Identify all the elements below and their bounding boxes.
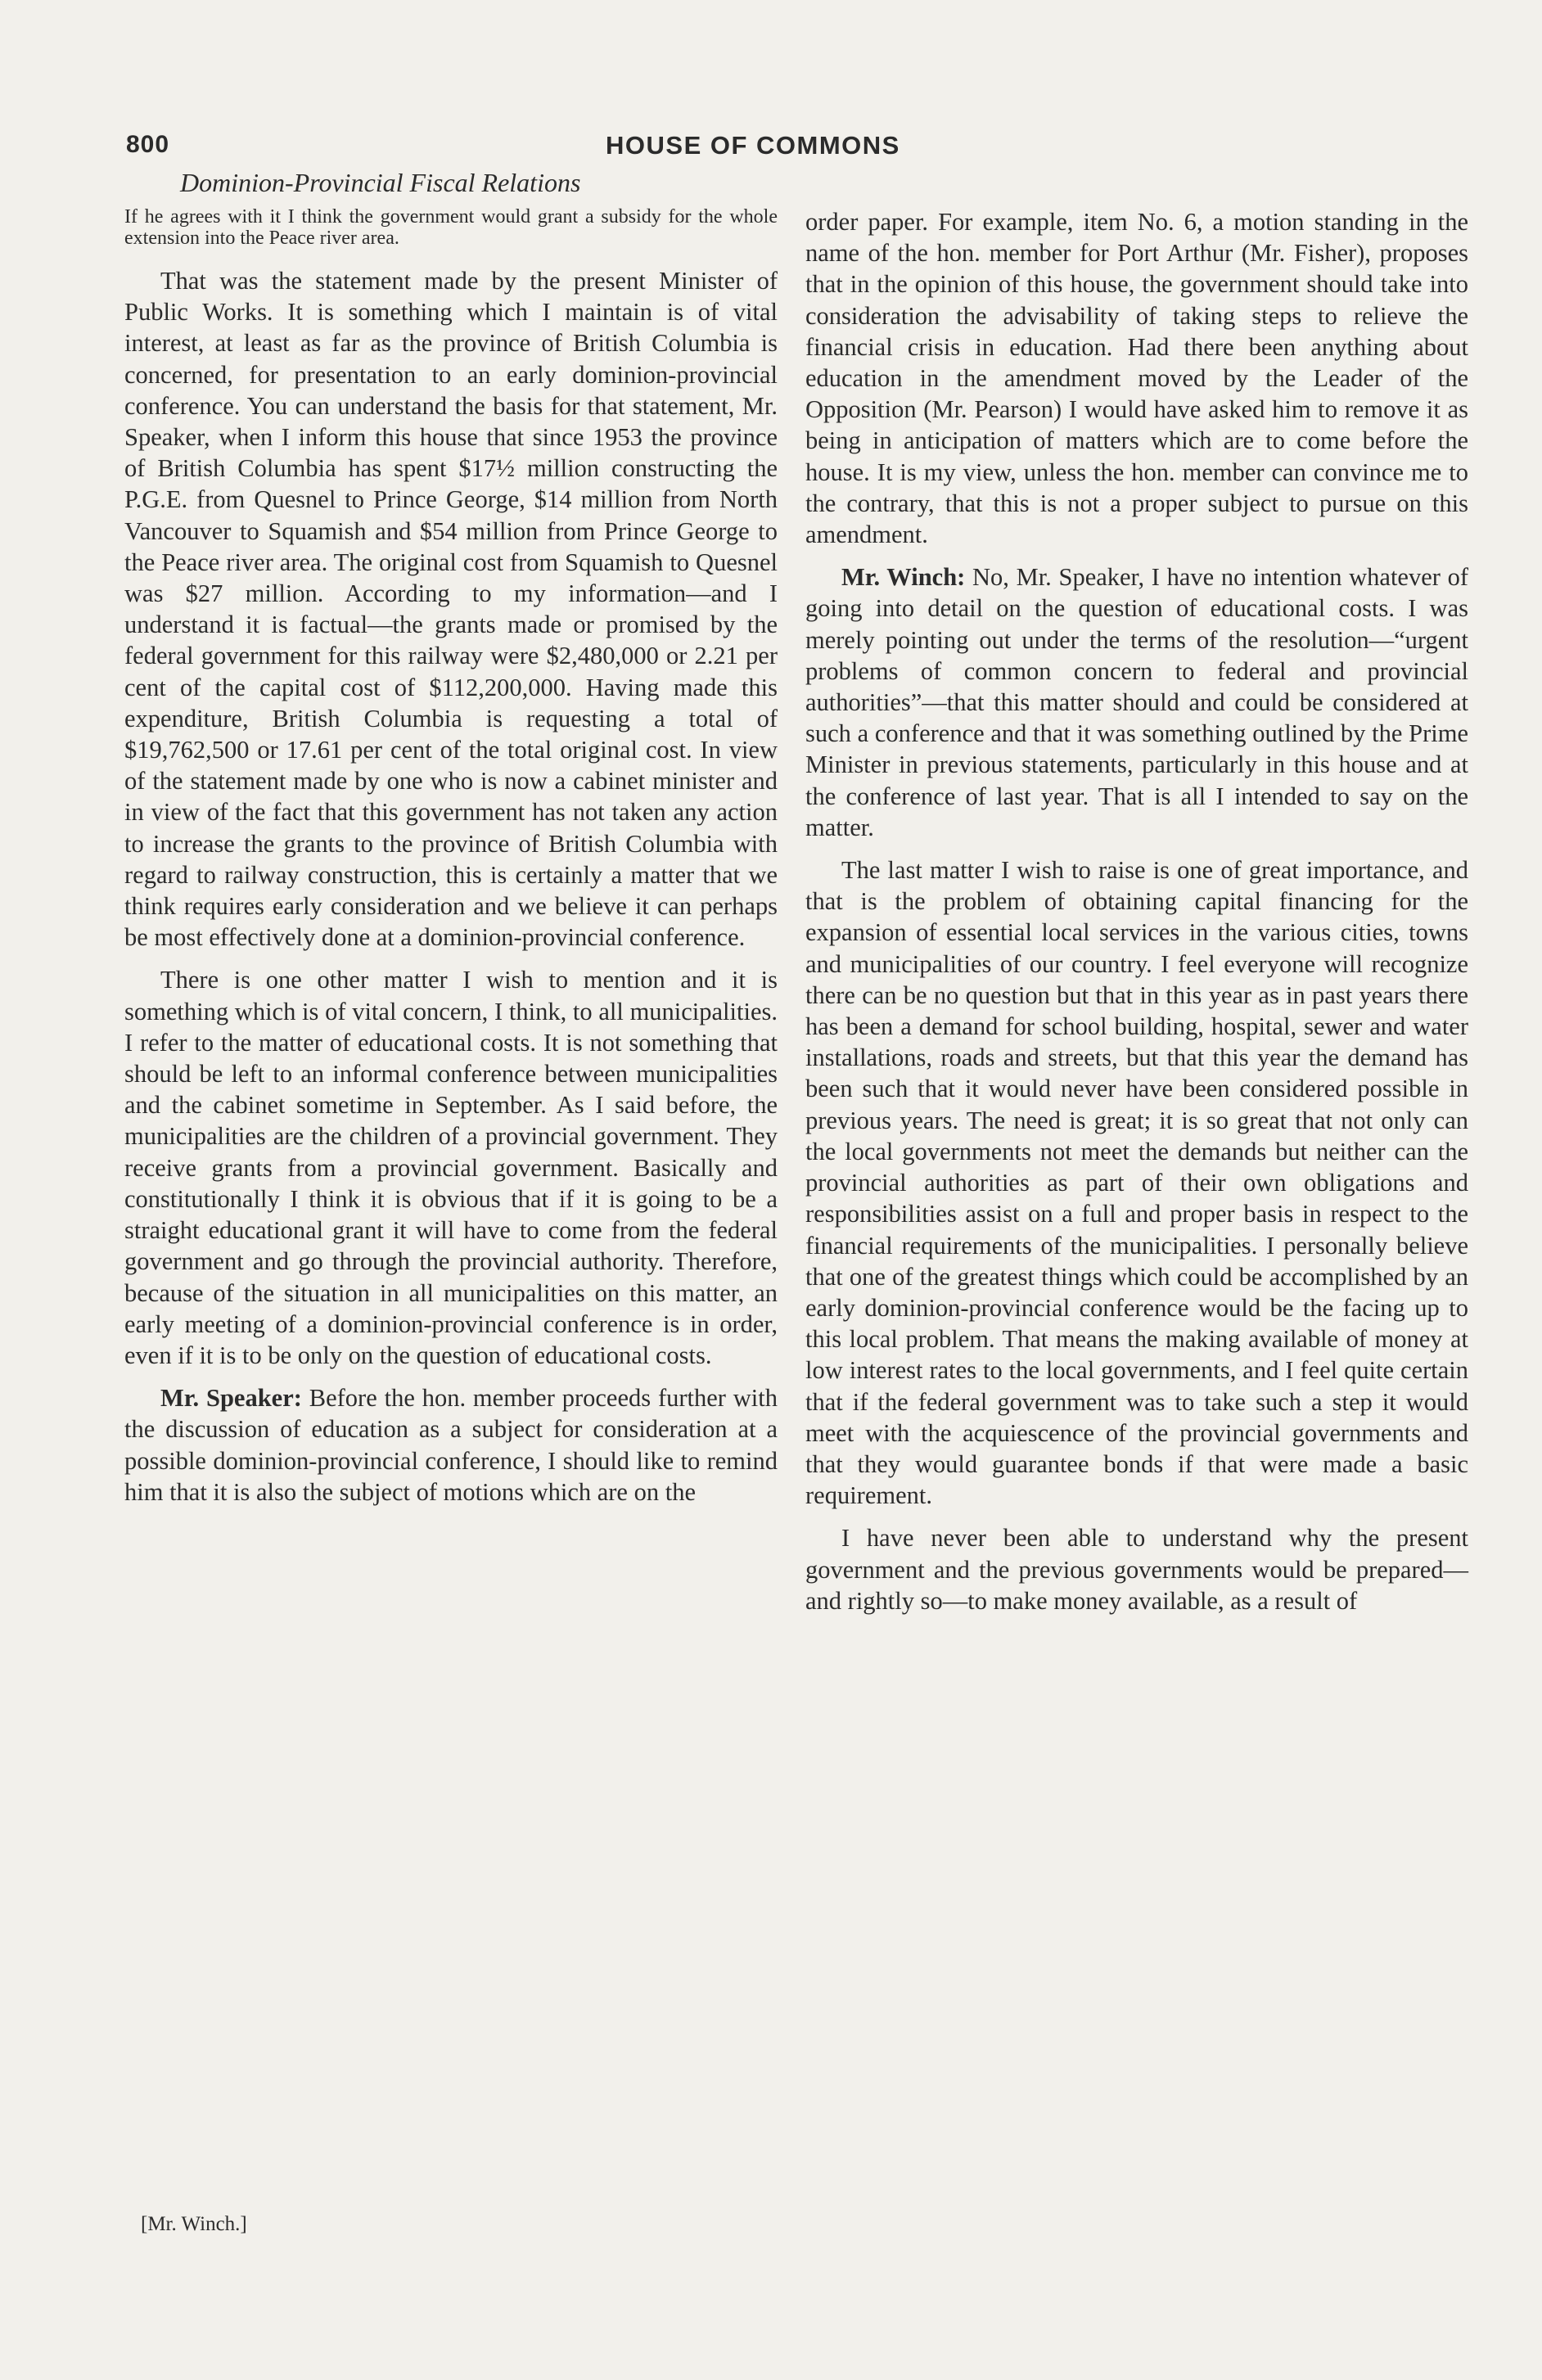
quoted-passage: If he agrees with it I think the government would grant a subsidy for the whole extension into the Peace river area. xyxy=(124,206,778,249)
left-column xyxy=(124,206,778,1519)
speech-text: Before the hon. member proceeds further with the discussion of education as a subject for consideration at a possible dominion-provincial conference, I should like to remind him that it is also the subject of motions which are on the xyxy=(124,1384,778,1506)
speaker-paragraph xyxy=(805,561,1468,843)
section-title: Dominion-Provincial Fiscal Relations xyxy=(180,168,581,197)
running-head: HOUSE OF COMMONS xyxy=(606,131,900,160)
speech-text: No, Mr. Speaker, I have no intention whatever of going into detail on the question of educational costs. I was merely pointing out under the terms of the resolution—“urgent problems of common concern to federal and provincial authorities”—that this matter should and could be considered at such a conference and that it was something outlined by the Prime Minister in previous statements, particularly in this house and at the conference of last year. That is all I intended to say on the matter. xyxy=(805,563,1468,841)
footer-attribution: [Mr. Winch.] xyxy=(141,2213,247,2235)
paragraph: That was the statement made by the present Minister of Public Works. It is something which I maintain is of vital interest, at least as far as the province of British Columbia is concerned, for presentation to an early dominion-provincial conference. You can understand the basis for that statement, Mr. Speaker, when I inform this house that since 1953 the province of British Columbia has spent $17½ million constructing the P.G.E. from Quesnel to Prince George, $14 million from North Vancouver to Squamish and $54 million from Prince George to the Peace river area. The original cost from Squamish to Quesnel was $27 million. According to my information—and I understand it is factual—the grants made or promised by the federal government for this railway were $2,480,000 or 2.21 per cent of the capital cost of $112,200,000. Having made this expenditure, British Columbia is requesting a total of $19,762,500 or 17.61 per cent of the total original cost. In view of the statement made by one who is now a cabinet minister and in view of the fact that this government has not taken any action to increase the grants to the province of British Columbia with regard to railway construction, this is certainly a matter that we think requires early consideration and we believe it can perhaps be most effectively done at a dominion-provincial conference. xyxy=(124,267,778,952)
paragraph: There is one other matter I wish to mention and it is something which is of vital concern, I think, to all municipalities. I refer to the matter of educational costs. It is not something that should be left to an informal conference between municipalities and the cabinet sometime in September. As I said before, the municipalities are the children of a provincial government. They receive grants from a provincial government. Basically and constitutionally I think it is obvious that if it is going to be a straight educational grant it will have to come from the federal government and go through the provincial authority. Therefore, because of the situation in all municipalities on this matter, an early meeting of a dominion-provincial conference is in order, even if it is to be only on the question of educational costs. xyxy=(124,966,778,1369)
speaker-name: Mr. Speaker: xyxy=(160,1384,302,1413)
right-column xyxy=(805,206,1468,1628)
paragraph: I have never been able to understand why the present government and the previous governments would be prepared—and rightly so—to make money available, as a result of xyxy=(805,1524,1468,1615)
paragraph: order paper. For example, item No. 6, a motion standing in the name of the hon. member for Port Arthur (Mr. Fisher), proposes that in the opinion of this house, the government should take into consideration the advisability of taking steps to relieve the financial crisis in education. Had there been anything about education in the amendment moved by the Leader of the Opposition (Mr. Pearson) I would have asked him to remove it as being in anticipation of matters which are to come before the house. It is my view, unless the hon. member can convince me to the contrary, that this is not a proper subject to pursue on this amendment. xyxy=(805,208,1468,549)
page-number: 800 xyxy=(126,131,170,158)
paragraph: The last matter I wish to raise is one of great importance, and that is the problem of obtaining capital financing for the expansion of essential local services in the various cities, towns and municipalities of our country. I feel everyone will recognize there can be no question but that in this year as in past years there has been a demand for school building, hospital, sewer and water installations, roads and streets, but that this year the demand has been such that it would never have been considered possible in previous years. The need is great; it is so great that not only can the local governments not meet the demands but neither can the provincial authorities as part of their own obligations and responsibilities assist on a full and proper basis in respect to the financial requirements of the municipalities. I personally believe that one of the greatest things which could be accomplished by an early dominion-provincial conference would be the facing up to this local problem. That means the making available of money at low interest rates to the local governments, and I feel quite certain that if the federal government was to take such a step it would meet with the acquiescence of the provincial governments and that they would guarantee bonds if that were made a basic requirement. xyxy=(805,856,1468,1510)
speaker-name: Mr. Winch: xyxy=(841,563,966,592)
speaker-paragraph xyxy=(124,1382,778,1508)
